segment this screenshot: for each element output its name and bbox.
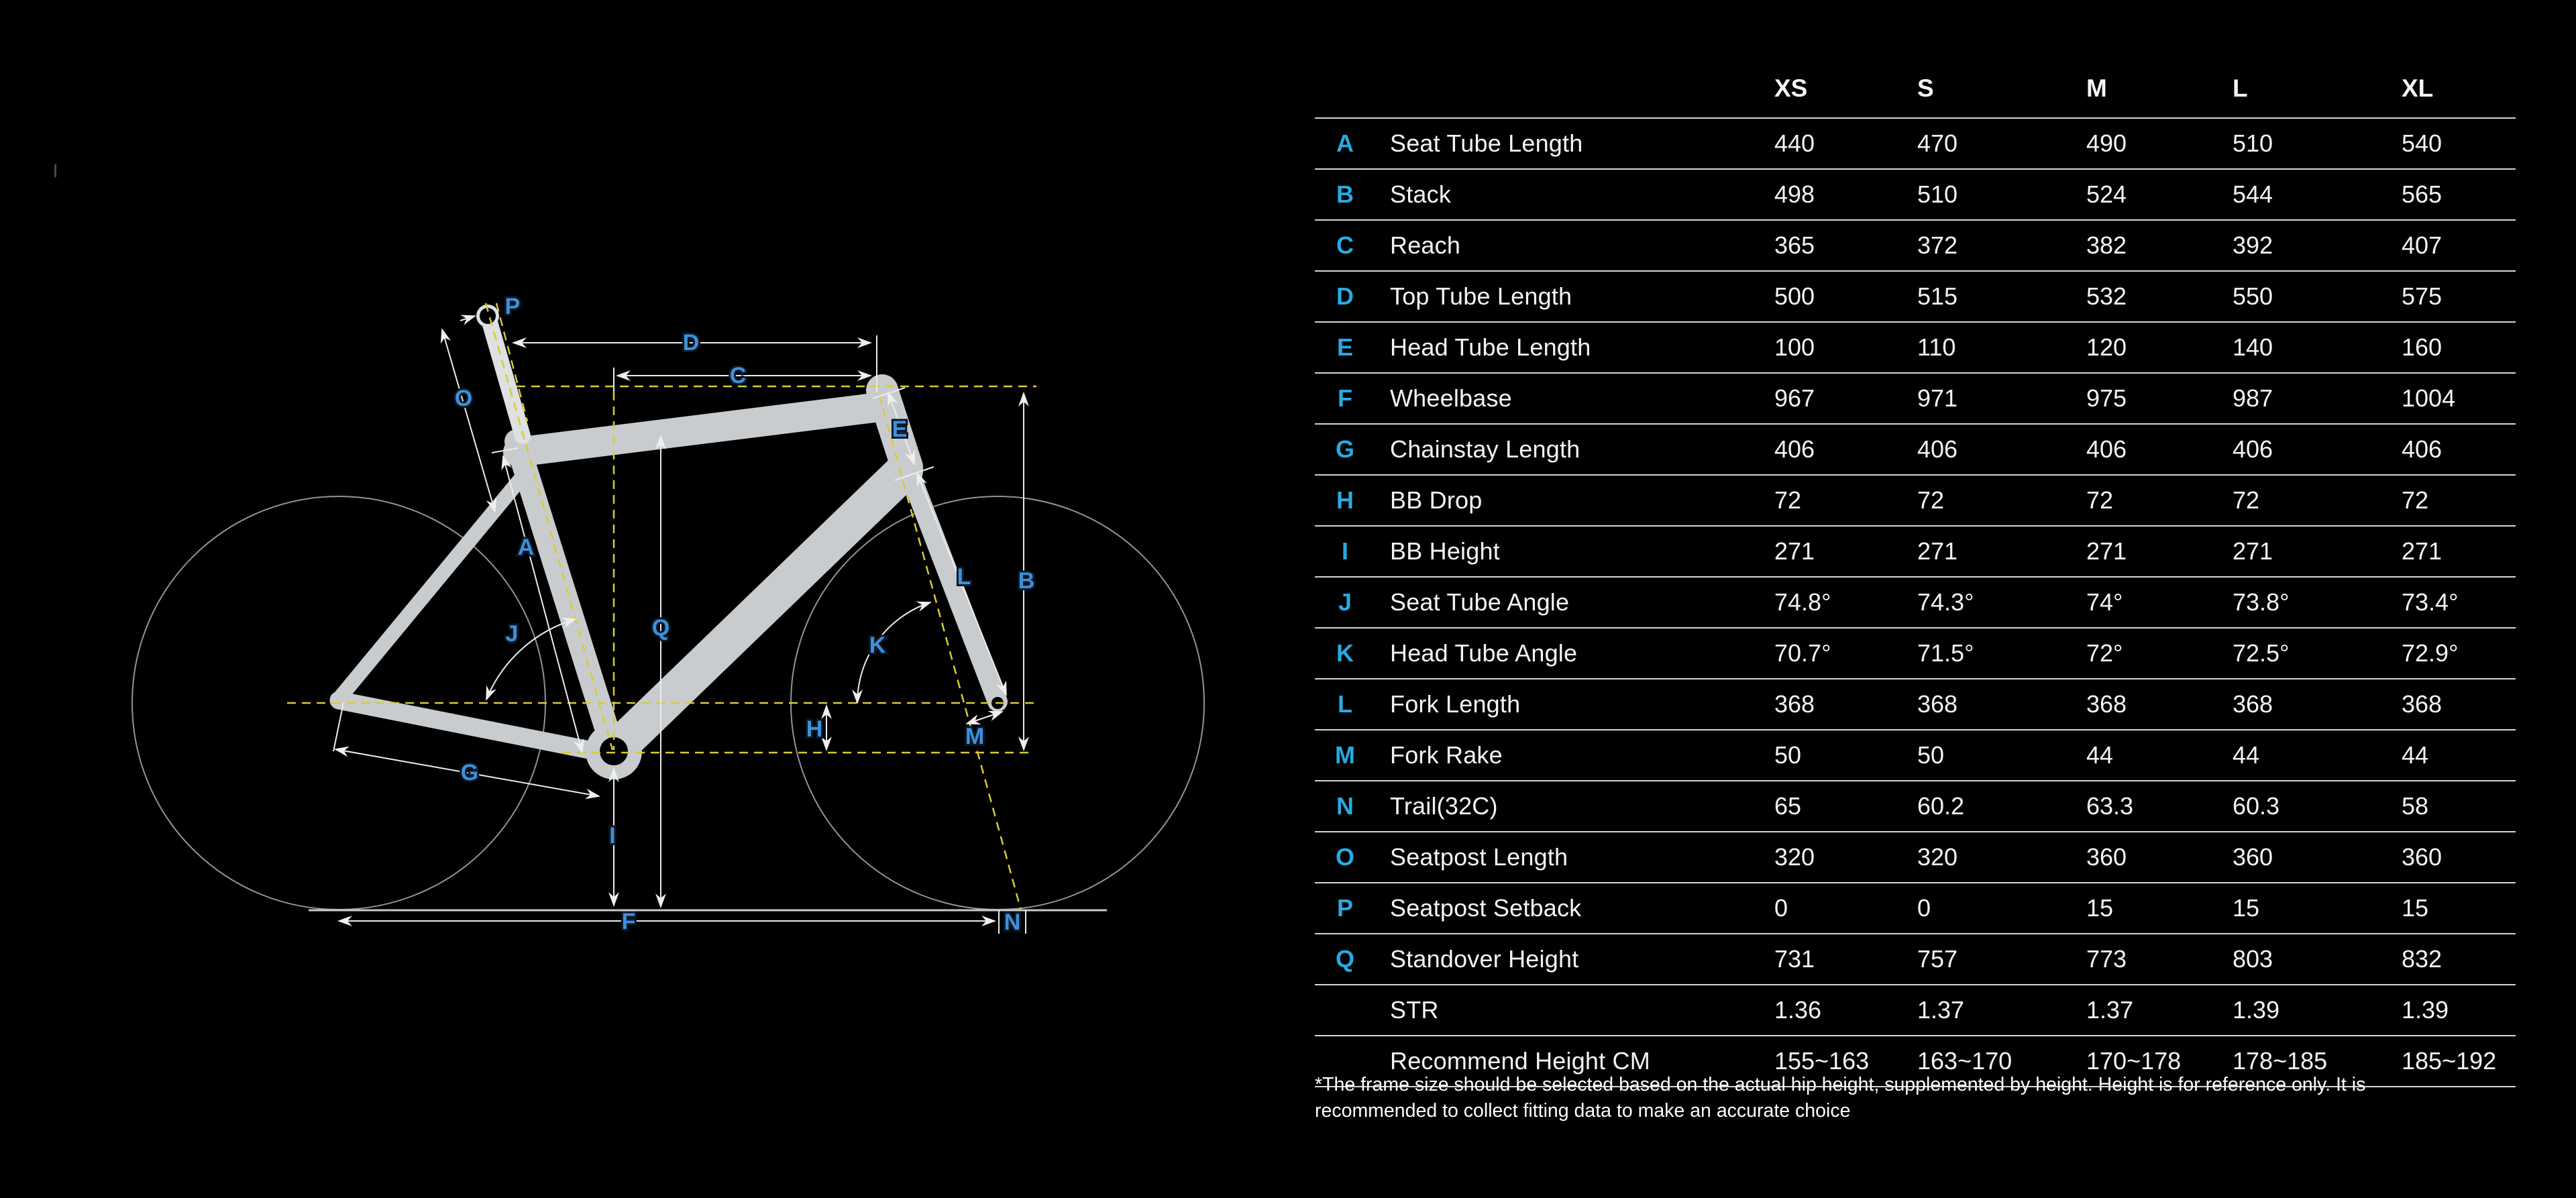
column-header-XS: XS bbox=[1774, 74, 1808, 102]
label-L: L bbox=[957, 564, 971, 590]
spec-name: Seat Tube Length bbox=[1390, 129, 1583, 157]
spec-name: BB Height bbox=[1390, 537, 1500, 565]
spec-value: 392 bbox=[2233, 231, 2273, 259]
spec-value: 406 bbox=[1774, 435, 1815, 463]
spec-letter: Q bbox=[1335, 945, 1354, 973]
spec-value: 360 bbox=[2086, 843, 2127, 871]
label-Q: Q bbox=[651, 615, 670, 641]
spec-value: 72 bbox=[2233, 486, 2260, 514]
spec-name: Seat Tube Angle bbox=[1390, 588, 1570, 616]
table-row bbox=[1315, 730, 2516, 781]
spec-value: 1.39 bbox=[2402, 996, 2449, 1024]
spec-value: 0 bbox=[1774, 894, 1788, 922]
table-row bbox=[1315, 323, 2516, 374]
spec-value: 967 bbox=[1774, 384, 1815, 412]
column-header-XL: XL bbox=[2402, 74, 2434, 102]
spec-name: Head Tube Length bbox=[1390, 333, 1591, 361]
spec-value: 50 bbox=[1774, 741, 1802, 769]
spec-value: 72° bbox=[2086, 639, 2123, 667]
spec-value: 565 bbox=[2402, 180, 2443, 208]
spec-value: 470 bbox=[1917, 129, 1958, 157]
spec-name: Chainstay Length bbox=[1390, 435, 1580, 463]
spec-letter: H bbox=[1336, 486, 1354, 514]
spec-value: 406 bbox=[2233, 435, 2273, 463]
label-N: N bbox=[1004, 910, 1021, 935]
spec-value: 515 bbox=[1917, 282, 1958, 310]
spec-value: 368 bbox=[1917, 690, 1958, 718]
spec-value: 71.5° bbox=[1917, 639, 1974, 667]
table-row bbox=[1315, 527, 2516, 578]
spec-value: 271 bbox=[2402, 537, 2443, 565]
spec-value: 120 bbox=[2086, 333, 2127, 361]
spec-letter: E bbox=[1336, 333, 1353, 361]
spec-value: 163~170 bbox=[1917, 1047, 2012, 1075]
spec-value: 406 bbox=[2086, 435, 2127, 463]
spec-value: 510 bbox=[1917, 180, 1958, 208]
spec-letter: K bbox=[1336, 639, 1354, 667]
spec-value: 271 bbox=[2233, 537, 2273, 565]
spec-value: 540 bbox=[2402, 129, 2443, 157]
dim-K-arc bbox=[857, 602, 930, 703]
spec-value: 368 bbox=[1774, 690, 1815, 718]
table-row bbox=[1315, 476, 2516, 527]
spec-value: 271 bbox=[1917, 537, 1958, 565]
label-M: M bbox=[965, 724, 985, 749]
spec-value: 832 bbox=[2402, 945, 2443, 973]
spec-value: 15 bbox=[2086, 894, 2114, 922]
spec-value: 1.36 bbox=[1774, 996, 1822, 1024]
spec-value: 987 bbox=[2233, 384, 2273, 412]
spec-name: Stack bbox=[1390, 180, 1452, 208]
spec-value: 440 bbox=[1774, 129, 1815, 157]
spec-value: 1.37 bbox=[2086, 996, 2134, 1024]
spec-value: 575 bbox=[2402, 282, 2443, 310]
spec-value: 44 bbox=[2402, 741, 2429, 769]
table-row bbox=[1315, 578, 2516, 629]
spec-value: 524 bbox=[2086, 180, 2127, 208]
spec-value: 510 bbox=[2233, 129, 2273, 157]
spec-letter: C bbox=[1336, 231, 1354, 259]
label-A: A bbox=[517, 535, 535, 560]
table-row bbox=[1315, 221, 2516, 272]
spec-value: 320 bbox=[1774, 843, 1815, 871]
spec-value: 73.8° bbox=[2233, 588, 2290, 616]
label-G: G bbox=[460, 760, 479, 785]
spec-value: 50 bbox=[1917, 741, 1945, 769]
spec-value: 757 bbox=[1917, 945, 1958, 973]
label-C: C bbox=[729, 363, 747, 388]
spec-value: 72 bbox=[1774, 486, 1802, 514]
dim-G-extension bbox=[333, 703, 343, 751]
spec-name: Recommend Height CM bbox=[1390, 1047, 1650, 1075]
dim-O bbox=[442, 329, 495, 512]
spec-value: 498 bbox=[1774, 180, 1815, 208]
spec-letter: A bbox=[1336, 129, 1354, 157]
spec-value: 15 bbox=[2233, 894, 2260, 922]
label-I: I bbox=[609, 823, 616, 849]
spec-name: Seatpost Length bbox=[1390, 843, 1568, 871]
spec-value: 550 bbox=[2233, 282, 2273, 310]
label-P: P bbox=[504, 294, 521, 319]
spec-value: 58 bbox=[2402, 792, 2429, 820]
table-header-row bbox=[1315, 59, 2516, 119]
table-row bbox=[1315, 119, 2516, 170]
spec-value: 72 bbox=[1917, 486, 1945, 514]
spec-name: Fork Rake bbox=[1390, 741, 1503, 769]
spec-value: 1.39 bbox=[2233, 996, 2280, 1024]
spec-value: 731 bbox=[1774, 945, 1815, 973]
spec-value: 74° bbox=[2086, 588, 2123, 616]
table-row bbox=[1315, 272, 2516, 323]
down-tube bbox=[614, 471, 904, 751]
spec-value: 271 bbox=[1774, 537, 1815, 565]
spec-value: 72 bbox=[2402, 486, 2429, 514]
label-F: F bbox=[621, 909, 636, 934]
seatstay-tube bbox=[339, 471, 527, 699]
label-K: K bbox=[869, 633, 886, 658]
spec-value: 803 bbox=[2233, 945, 2273, 973]
spec-value: 155~163 bbox=[1774, 1047, 1870, 1075]
spec-name: Reach bbox=[1390, 231, 1461, 259]
spec-value: 60.2 bbox=[1917, 792, 1965, 820]
spec-value: 368 bbox=[2233, 690, 2273, 718]
spec-value: 1.37 bbox=[1917, 996, 1965, 1024]
spec-value: 178~185 bbox=[2233, 1047, 2328, 1075]
spec-value: 368 bbox=[2086, 690, 2127, 718]
spec-value: 500 bbox=[1774, 282, 1815, 310]
spec-value: 773 bbox=[2086, 945, 2127, 973]
label-J: J bbox=[505, 621, 519, 647]
top-tube bbox=[518, 408, 873, 452]
spec-value: 406 bbox=[2402, 435, 2443, 463]
spec-name: Standover Height bbox=[1390, 945, 1579, 973]
spec-value: 70.7° bbox=[1774, 639, 1831, 667]
spec-value: 365 bbox=[1774, 231, 1815, 259]
spec-value: 110 bbox=[1917, 333, 1956, 361]
spec-value: 100 bbox=[1774, 333, 1815, 361]
spec-value: 160 bbox=[2402, 333, 2443, 361]
spec-value: 74.8° bbox=[1774, 588, 1831, 616]
spec-value: 407 bbox=[2402, 231, 2443, 259]
spec-value: 185~192 bbox=[2402, 1047, 2497, 1075]
dim-J-arc bbox=[486, 619, 576, 700]
spec-value: 320 bbox=[1917, 843, 1958, 871]
frame bbox=[339, 390, 998, 753]
steering-axis-dashed bbox=[875, 381, 1021, 910]
spec-value: 544 bbox=[2233, 180, 2273, 208]
spec-value: 44 bbox=[2086, 741, 2114, 769]
spec-value: 60.3 bbox=[2233, 792, 2280, 820]
spec-value: 271 bbox=[2086, 537, 2127, 565]
spec-name: STR bbox=[1390, 996, 1439, 1024]
spec-value: 74.3° bbox=[1917, 588, 1974, 616]
dim-M bbox=[967, 712, 1002, 724]
spec-value: 140 bbox=[2233, 333, 2273, 361]
spec-value: 0 bbox=[1917, 894, 1931, 922]
spec-value: 360 bbox=[2402, 843, 2443, 871]
spec-value: 170~178 bbox=[2086, 1047, 2182, 1075]
table-row bbox=[1315, 883, 2516, 934]
spec-value: 65 bbox=[1774, 792, 1802, 820]
spec-letter: D bbox=[1336, 282, 1354, 310]
spec-letter: B bbox=[1336, 180, 1354, 208]
spec-value: 44 bbox=[2233, 741, 2260, 769]
column-header-M: M bbox=[2086, 74, 2107, 102]
construction-lines bbox=[287, 303, 1036, 910]
spec-letter: L bbox=[1338, 690, 1352, 718]
label-O: O bbox=[454, 386, 473, 411]
table-row bbox=[1315, 832, 2516, 883]
spec-value: 532 bbox=[2086, 282, 2127, 310]
column-header-S: S bbox=[1917, 74, 1934, 102]
dim-P-pointer bbox=[460, 316, 475, 321]
spec-value: 72.5° bbox=[2233, 639, 2290, 667]
spec-value: 406 bbox=[1917, 435, 1958, 463]
spec-value: 63.3 bbox=[2086, 792, 2134, 820]
spec-letter: O bbox=[1335, 843, 1354, 871]
spec-name: BB Drop bbox=[1390, 486, 1483, 514]
spec-value: 72 bbox=[2086, 486, 2114, 514]
spec-letter: F bbox=[1338, 384, 1352, 412]
spec-value: 1004 bbox=[2402, 384, 2456, 412]
spec-value: 15 bbox=[2402, 894, 2429, 922]
spec-value: 73.4° bbox=[2402, 588, 2459, 616]
table-row bbox=[1315, 374, 2516, 425]
spec-value: 490 bbox=[2086, 129, 2127, 157]
label-B: B bbox=[1018, 568, 1035, 594]
seatpost bbox=[476, 305, 523, 436]
footnote-line-2: recommended to collect fitting data to make an accurate choice bbox=[1315, 1100, 1851, 1122]
spec-name: Head Tube Angle bbox=[1390, 639, 1578, 667]
geometry-table bbox=[1315, 59, 2516, 1087]
table-row bbox=[1315, 425, 2516, 476]
table-row bbox=[1315, 679, 2516, 730]
spec-letter: J bbox=[1338, 588, 1352, 616]
column-header-L: L bbox=[2233, 74, 2248, 102]
label-E: E bbox=[892, 417, 908, 442]
table-row bbox=[1315, 170, 2516, 221]
fork-blade bbox=[908, 470, 998, 702]
bottom-bracket-hole bbox=[600, 737, 628, 765]
table-row bbox=[1315, 781, 2516, 832]
spec-value: 72.9° bbox=[2402, 639, 2459, 667]
label-D: D bbox=[682, 330, 700, 356]
spec-value: 360 bbox=[2233, 843, 2273, 871]
spec-name: Trail(32C) bbox=[1390, 792, 1498, 820]
spec-letter: N bbox=[1336, 792, 1354, 820]
spec-letter: P bbox=[1336, 894, 1353, 922]
table-row bbox=[1315, 985, 2516, 1036]
spec-letter: M bbox=[1335, 741, 1355, 769]
spec-name: Seatpost Setback bbox=[1390, 894, 1582, 922]
spec-value: 971 bbox=[1917, 384, 1958, 412]
label-H: H bbox=[806, 716, 823, 742]
chainstay-tube bbox=[339, 700, 602, 753]
spec-letter: I bbox=[1341, 537, 1348, 565]
table-row bbox=[1315, 934, 2516, 985]
table-row bbox=[1315, 629, 2516, 679]
spec-name: Wheelbase bbox=[1390, 384, 1512, 412]
spec-value: 975 bbox=[2086, 384, 2127, 412]
spec-letter: G bbox=[1335, 435, 1354, 463]
spec-value: 368 bbox=[2402, 690, 2443, 718]
spec-value: 372 bbox=[1917, 231, 1958, 259]
dimension-lines bbox=[333, 316, 1026, 934]
spec-value: 382 bbox=[2086, 231, 2127, 259]
footnote-line-1: *The frame size should be selected based on the actual hip height, supplemented by height. Height is for reference only. It is bbox=[1315, 1074, 2366, 1095]
spec-name: Top Tube Length bbox=[1390, 282, 1572, 310]
spec-name: Fork Length bbox=[1390, 690, 1521, 718]
footnote bbox=[1315, 1072, 2516, 1124]
